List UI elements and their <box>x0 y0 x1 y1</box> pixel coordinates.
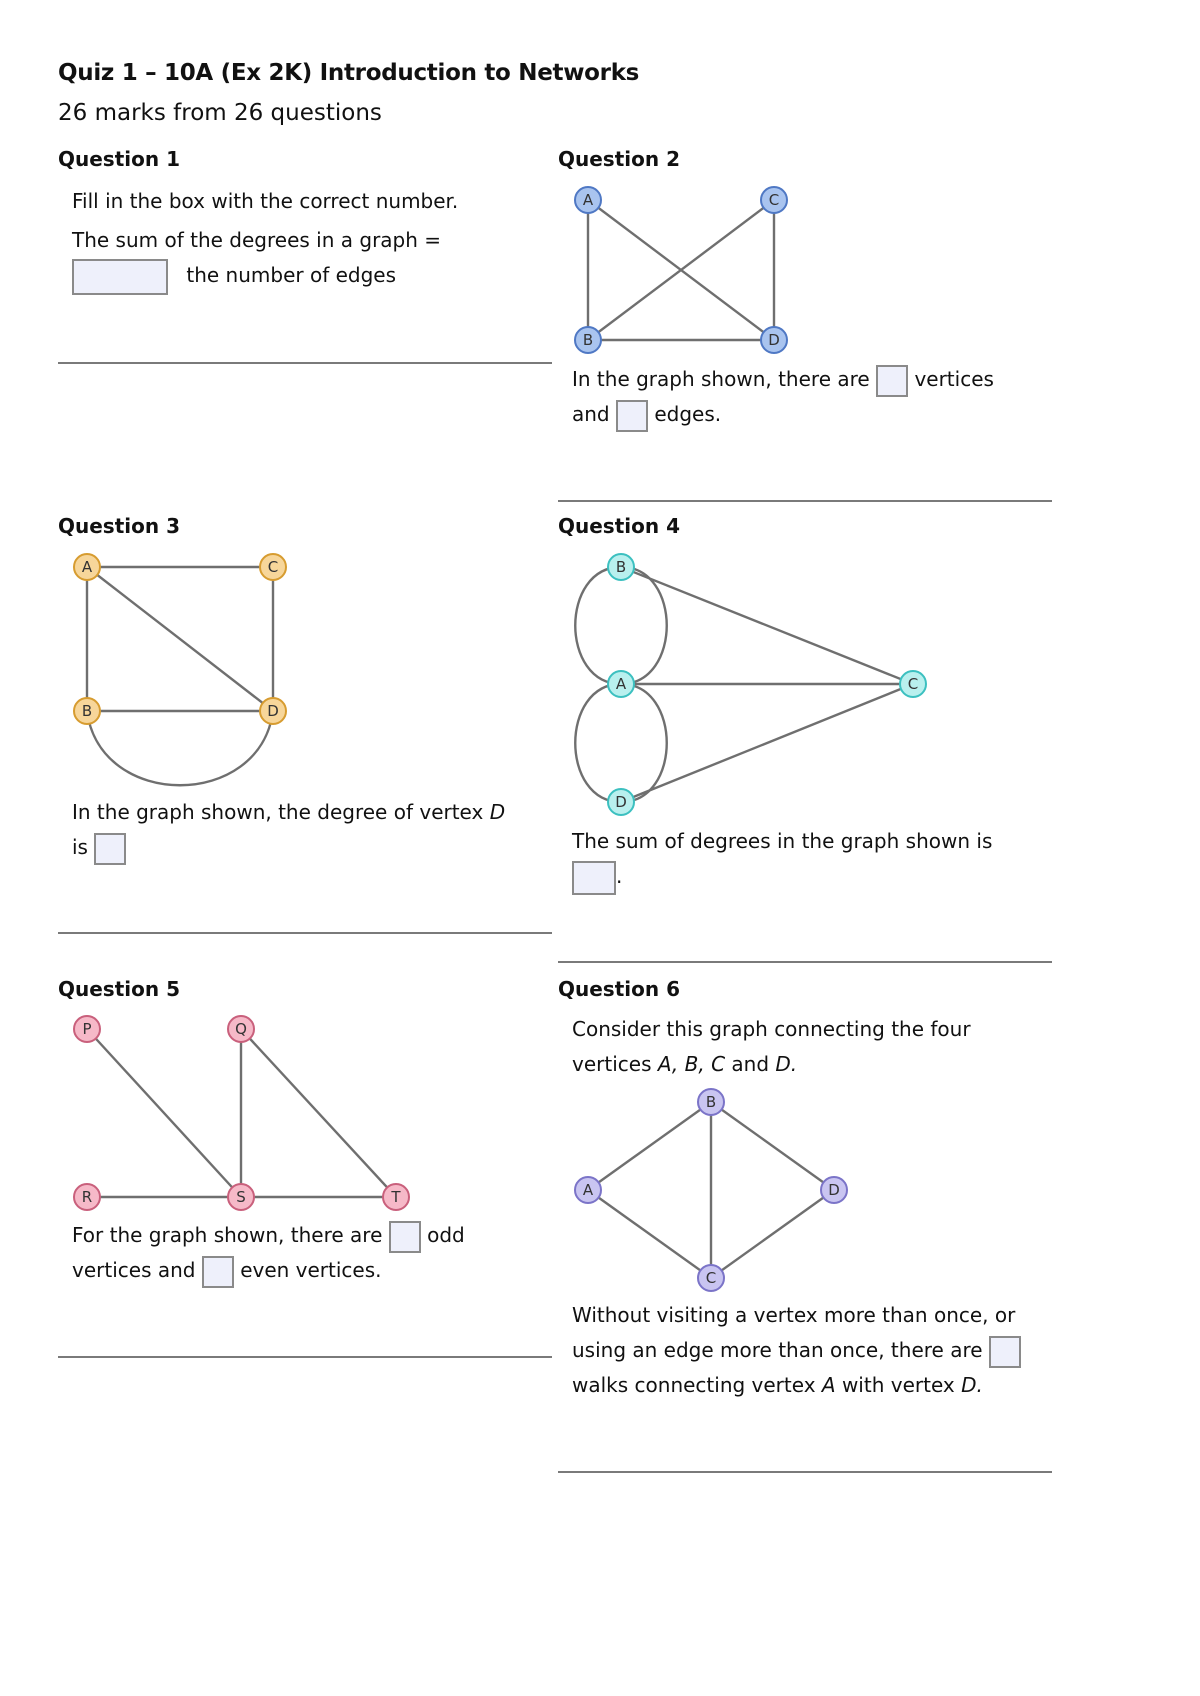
q4-node-a-label: A <box>615 675 627 693</box>
q3-node-d-label: D <box>267 702 279 720</box>
question-5-text-a: For the graph shown, there are <box>72 1223 383 1247</box>
q6-node-b-label: B <box>705 1093 717 1111</box>
question-2-text-b: vertices <box>914 367 994 391</box>
question-2-text-d: edges. <box>654 402 722 426</box>
q3-node-a-label: A <box>81 558 93 576</box>
question-6-heading: Question 6 <box>558 977 680 1001</box>
q2-node-d-label: D <box>768 331 780 349</box>
q5-node-r-label: R <box>81 1188 93 1206</box>
q5-node-t-label: T <box>391 1188 401 1206</box>
question-6-vertex-d: D. <box>775 1052 798 1076</box>
question-6-divider <box>558 1471 1052 1473</box>
q6-edge-d-c <box>711 1190 834 1278</box>
question-1-instruction: Fill in the box with the correct number. <box>72 189 459 213</box>
question-5-heading: Question 5 <box>58 977 180 1001</box>
question-6-intro-a: Consider this graph connecting the four <box>572 1017 971 1041</box>
question-6-text-with: with vertex <box>841 1373 955 1397</box>
question-5-text-b: odd <box>427 1223 465 1247</box>
question-1-line1: The sum of the degrees in a graph = <box>72 228 442 252</box>
q6-node-a-label: A <box>582 1181 594 1199</box>
q5-node-s-label: S <box>236 1188 246 1206</box>
q6-node-a <box>575 1177 601 1203</box>
question-6-vertex-a: A, <box>657 1052 679 1076</box>
q6-node-d-label: D <box>828 1181 840 1199</box>
question-6-text-c: walks connecting vertex <box>572 1373 816 1397</box>
question-6-vertex-c: C <box>711 1052 726 1076</box>
q6-edge-a-c <box>588 1190 711 1278</box>
question-6-intro-b: vertices <box>572 1052 652 1076</box>
q2-node-c-label: C <box>768 191 780 209</box>
question-6-text-a: Without visiting a vertex more than once, or <box>572 1303 1016 1327</box>
question-6-line3 <box>572 1368 983 1402</box>
q2-node-b-label: B <box>582 331 594 349</box>
q3-node-c-label: C <box>267 558 279 576</box>
quiz-title: Quiz 1 – 10A (Ex 2K) Introduction to Networks <box>58 60 640 86</box>
question-6-text-b: using an edge more than once, there are <box>572 1338 983 1362</box>
q5-node-q-label: Q <box>235 1020 247 1038</box>
q3-node-b-label: B <box>81 702 93 720</box>
q6-node-c <box>698 1265 724 1291</box>
question-3-vertex: D <box>489 800 506 824</box>
question-6-line2 <box>572 1333 1021 1368</box>
question-4-text-a: The sum of degrees in the graph shown is <box>572 829 993 853</box>
question-4-heading: Question 4 <box>558 514 680 538</box>
q6-node-c-label: C <box>705 1269 717 1287</box>
question-2-heading: Question 2 <box>558 147 680 171</box>
question-3-text-a: In the graph shown, the degree of vertex <box>72 800 484 824</box>
q6-edge-b-a <box>588 1102 711 1190</box>
question-3-heading: Question 3 <box>58 514 180 538</box>
question-5-text-c: vertices and <box>72 1258 196 1282</box>
q6-node-d <box>821 1177 847 1203</box>
q4-node-d-label: D <box>615 793 627 811</box>
q4-node-c-label: C <box>907 675 919 693</box>
question-6-intro-and: and <box>731 1052 770 1076</box>
question-6-answer-box[interactable] <box>989 1336 1021 1368</box>
q5-node-p-label: P <box>82 1020 92 1038</box>
q2-node-a-label: A <box>582 191 594 209</box>
question-6-walk-from: A <box>821 1373 836 1397</box>
question-1-line2: the number of edges <box>186 263 397 287</box>
q4-node-b-label: B <box>615 558 627 576</box>
question-5-text-d: even vertices. <box>240 1258 382 1282</box>
question-6-vertex-b: B, <box>684 1052 705 1076</box>
q6-node-b <box>698 1089 724 1115</box>
q6-edge-b-d <box>711 1102 834 1190</box>
question-2-text-c: and <box>572 402 610 426</box>
question-6-walk-to: D. <box>961 1373 983 1397</box>
question-4-text-b: . <box>616 864 623 888</box>
quiz-subtitle: 26 marks from 26 questions <box>58 100 382 126</box>
question-1-heading: Question 1 <box>58 147 180 171</box>
question-3-text-b: is <box>72 835 88 859</box>
question-2-text-a: In the graph shown, there are <box>572 367 870 391</box>
